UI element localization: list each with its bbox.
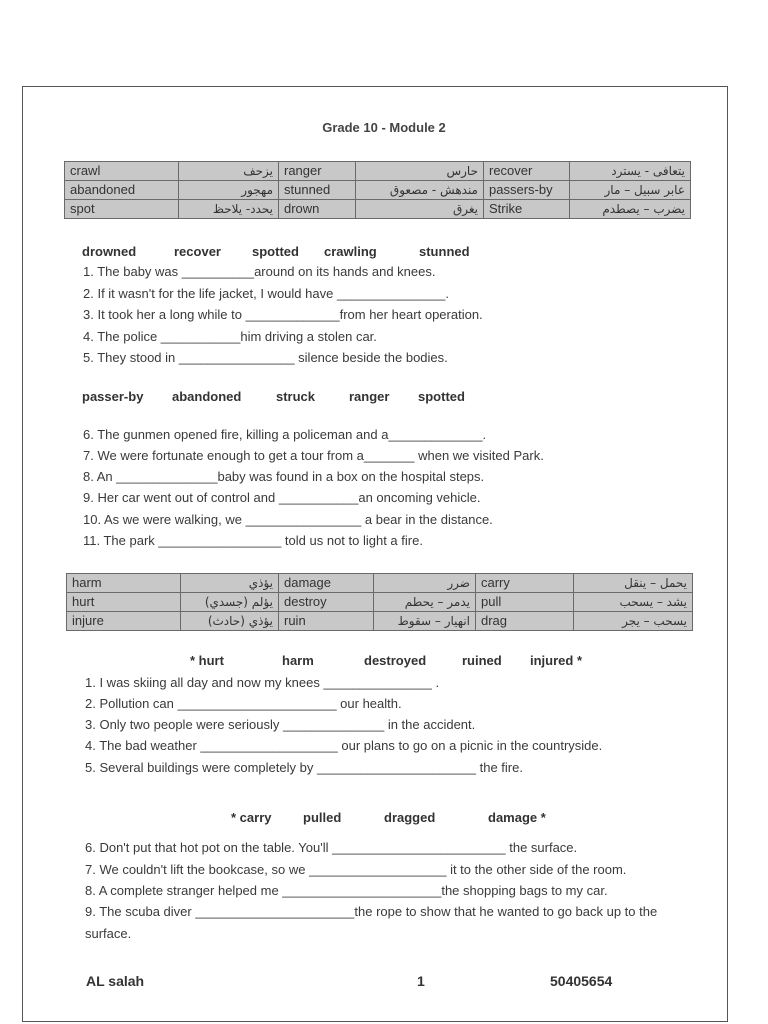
vocab-translation: حارس — [356, 162, 484, 181]
vocab-word: passers-by — [484, 181, 570, 200]
vocab-row — [65, 162, 691, 181]
vocab-translation: يؤذي (حادث) — [181, 612, 279, 631]
vocab-translation: يحدد- يلاحظ — [179, 200, 279, 219]
word-bank-item: pulled — [303, 810, 342, 825]
question-8: 8. An ______________baby was found in a box on the hospital steps. — [83, 469, 485, 484]
word-bank-item: struck — [276, 389, 316, 404]
vocab-table-2 — [66, 573, 693, 631]
word-bank-item: destroyed — [364, 653, 427, 668]
vocab-word: harm — [67, 574, 181, 593]
vocab-translation: يشد – يسحب — [574, 593, 693, 612]
question-6: 6. The gunmen opened fire, killing a policeman and a_____________. — [83, 427, 487, 442]
footer-left: AL salah — [86, 973, 145, 989]
vocab-word: ranger — [279, 162, 356, 181]
question-1: 1. The baby was __________around on its hands and knees. — [83, 264, 436, 279]
vocab-word: ruin — [279, 612, 374, 631]
vocab-translation: يتعافى - يسترد — [570, 162, 691, 181]
vocab-row — [67, 593, 693, 612]
vocab-word: drown — [279, 200, 356, 219]
vocab-translation: ضرر — [374, 574, 476, 593]
word-bank-item: * hurt — [190, 653, 224, 668]
vocab-translation: يضرب – يصطدم — [570, 200, 691, 219]
question-11: 11. The park _________________ told us not to light a fire. — [83, 533, 423, 548]
question-5b: 5. Several buildings were completely by ______________________ the fire. — [85, 760, 523, 775]
page-border — [22, 86, 728, 1022]
question-3b: 3. Only two people were seriously ______________ in the accident. — [85, 717, 476, 732]
question-2b: 2. Pollution can ______________________ our health. — [85, 696, 402, 711]
vocab-word: carry — [476, 574, 574, 593]
question-9b-continuation: surface. — [85, 926, 132, 941]
vocab-translation: يزحف — [179, 162, 279, 181]
vocab-table-1 — [64, 161, 691, 219]
question-7b: 7. We couldn't lift the bookcase, so we ___________________ it to the other side of the room. — [85, 862, 627, 877]
word-bank-item: crawling — [324, 244, 377, 259]
question-2: 2. If it wasn't for the life jacket, I would have _______________. — [83, 286, 449, 301]
word-bank-item: * carry — [231, 810, 272, 825]
word-bank-item: abandoned — [172, 389, 242, 404]
vocab-word: injure — [67, 612, 181, 631]
question-10: 10. As we were walking, we ________________ a bear in the distance. — [83, 512, 493, 527]
question-9b: 9. The scuba diver ______________________the rope to show that he wanted to go back up to the — [85, 904, 658, 919]
vocab-translation: يدمر – يحطم — [374, 593, 476, 612]
word-bank-item: injured * — [530, 653, 583, 668]
question-9: 9. Her car went out of control and ___________an oncoming vehicle. — [83, 490, 481, 505]
word-bank-item: spotted — [252, 244, 299, 259]
word-bank-item: harm — [282, 653, 314, 668]
vocab-row — [67, 574, 693, 593]
vocab-translation: يؤذي — [181, 574, 279, 593]
page-title: Grade 10 - Module 2 — [322, 120, 446, 135]
word-bank-item: ruined — [462, 653, 502, 668]
word-bank-item: recover — [174, 244, 221, 259]
vocab-translation: مندهش - مصعوق — [356, 181, 484, 200]
vocab-translation: يغرق — [356, 200, 484, 219]
question-6b: 6. Don't put that hot pot on the table. You'll ________________________ the surface. — [85, 840, 578, 855]
word-bank-item: dragged — [384, 810, 436, 825]
vocab-word: crawl — [65, 162, 179, 181]
vocab-word: pull — [476, 593, 574, 612]
vocab-word: stunned — [279, 181, 356, 200]
vocab-word: abandoned — [65, 181, 179, 200]
word-bank-item: stunned — [419, 244, 470, 259]
vocab-word: drag — [476, 612, 574, 631]
vocab-word: spot — [65, 200, 179, 219]
footer-page-number: 1 — [417, 973, 425, 989]
vocab-row — [65, 200, 691, 219]
question-5: 5. They stood in ________________ silence beside the bodies. — [83, 350, 448, 365]
footer-right: 50405654 — [550, 973, 613, 989]
vocab-word: hurt — [67, 593, 181, 612]
vocab-translation: عابر سبيل – مار — [570, 181, 691, 200]
question-3: 3. It took her a long while to _____________from her heart operation. — [83, 307, 483, 322]
vocab-row — [67, 612, 693, 631]
vocab-translation: مهجور — [179, 181, 279, 200]
word-bank-item: drowned — [82, 244, 137, 259]
vocab-word: damage — [279, 574, 374, 593]
vocab-translation: يحمل – ينقل — [574, 574, 693, 593]
question-8b: 8. A complete stranger helped me ______________________the shopping bags to my car. — [85, 883, 608, 898]
question-1b: 1. I was skiing all day and now my knees _______________ . — [85, 675, 440, 690]
question-4b: 4. The bad weather ___________________ our plans to go on a picnic in the countryside. — [85, 738, 603, 753]
vocab-translation: يسحب – يجر — [574, 612, 693, 631]
word-bank-item: spotted — [418, 389, 465, 404]
word-bank-item: ranger — [349, 389, 390, 404]
vocab-word: recover — [484, 162, 570, 181]
word-bank-item: passer-by — [82, 389, 144, 404]
vocab-translation: انهيار – سقوط — [374, 612, 476, 631]
word-bank-item: damage * — [488, 810, 546, 825]
vocab-word: Strike — [484, 200, 570, 219]
vocab-translation: يؤلم (جسدي) — [181, 593, 279, 612]
vocab-row — [65, 181, 691, 200]
vocab-word: destroy — [279, 593, 374, 612]
question-4: 4. The police ___________him driving a stolen car. — [83, 329, 377, 344]
question-7: 7. We were fortunate enough to get a tour from a_______ when we visited Park. — [83, 448, 544, 463]
